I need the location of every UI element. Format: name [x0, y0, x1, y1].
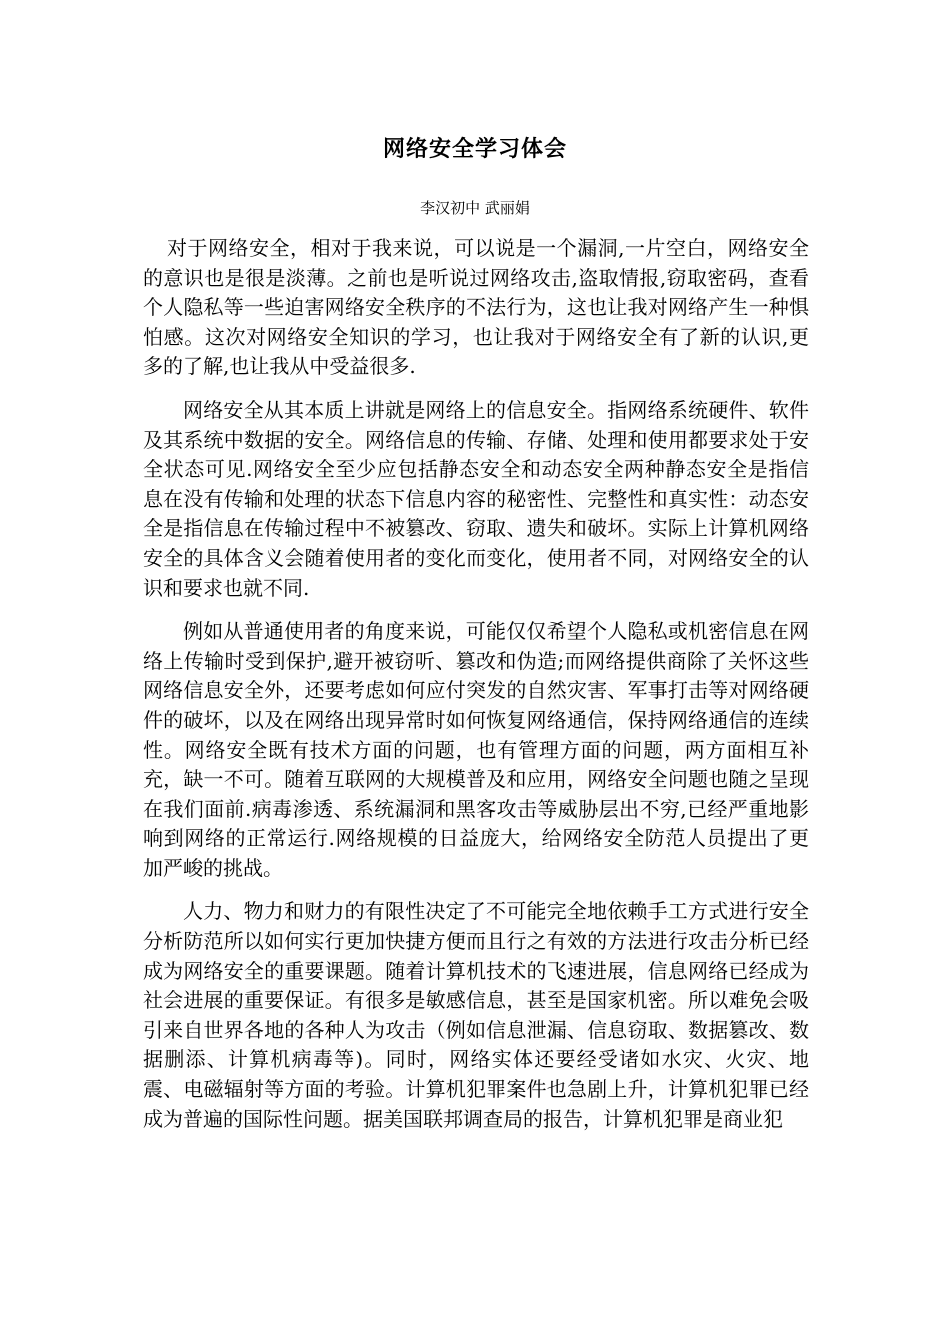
document-title: 网络安全学习体会 — [382, 136, 567, 162]
paragraph: 网络安全从其本质上讲就是网络上的信息安全。指网络系统硬件、软件及其系统中数据的安全。网络信息的传输、存储、处理和使用都要求处于安全状态可见.网络安全至少应包括静态安全和动态安全两种静态安全是指信息在没有传输和处理的状态下信息内容的秘密性、完整性和真实性：动态安全是指信息在传输过程中不被篡改、窃取、遗失和破坏。实际上计算机网络安全的具体含义会随着使用者的变化而变化，使用者不同，对网络安全的认识和要求也就不同. — [143, 397, 809, 600]
document-body — [143, 234, 809, 1148]
document-author: 李汉初中 武丽娟 — [420, 199, 530, 217]
paragraph: 例如从普通使用者的角度来说，可能仅仅希望个人隐私或机密信息在网络上传输时受到保护,避开被窃听、篡改和伪造;而网络提供商除了关怀这些网络信息安全外，还要考虑如何应付突发的自然灾害、军事打击等对网络硬件的破坏，以及在网络出现异常时如何恢复网络通信，保持网络通信的连续性。网络安全既有技术方面的问题，也有管理方面的问题，两方面相互补充，缺一不可。随着互联网的大规模普及和应用，网络安全问题也随之呈现在我们面前.病毒渗透、系统漏洞和黑客攻击等威胁层出不穷,已经严重地影响到网络的正常运行.网络规模的日益庞大，给网络安全防范人员提出了更加严峻的挑战。 — [143, 619, 809, 880]
paragraph: 人力、物力和财力的有限性决定了不可能完全地依赖手工方式进行安全分析防范所以如何实行更加快捷方便而且行之有效的方法进行攻击分析已经成为网络安全的重要课题。随着计算机技术的飞速进展，信息网络已经成为社会进展的重要保证。有很多是敏感信息，甚至是国家机密。所以难免会吸引来自世界各地的各种人为攻击（例如信息泄漏、信息窃取、数据篡改、数据删添、计算机病毒等)。同时，网络实体还要经受诸如水灾、火灾、地震、电磁辐射等方面的考验。计算机犯罪案件也急剧上升，计算机犯罪已经成为普遍的国际性问题。据美国联邦调查局的报告，计算机犯罪是商业犯 — [143, 899, 809, 1131]
paragraph: 对于网络安全，相对于我来说，可以说是一个漏洞,一片空白，网络安全的意识也是很是淡薄。之前也是听说过网络攻击,盗取情报,窃取密码，查看个人隐私等一些迫害网络安全秩序的不法行为，这也让我对网络产生一种惧怕感。这次对网络安全知识的学习，也让我对于网络安全有了新的认识,更多的了解,也让我从中受益很多. — [143, 236, 809, 379]
